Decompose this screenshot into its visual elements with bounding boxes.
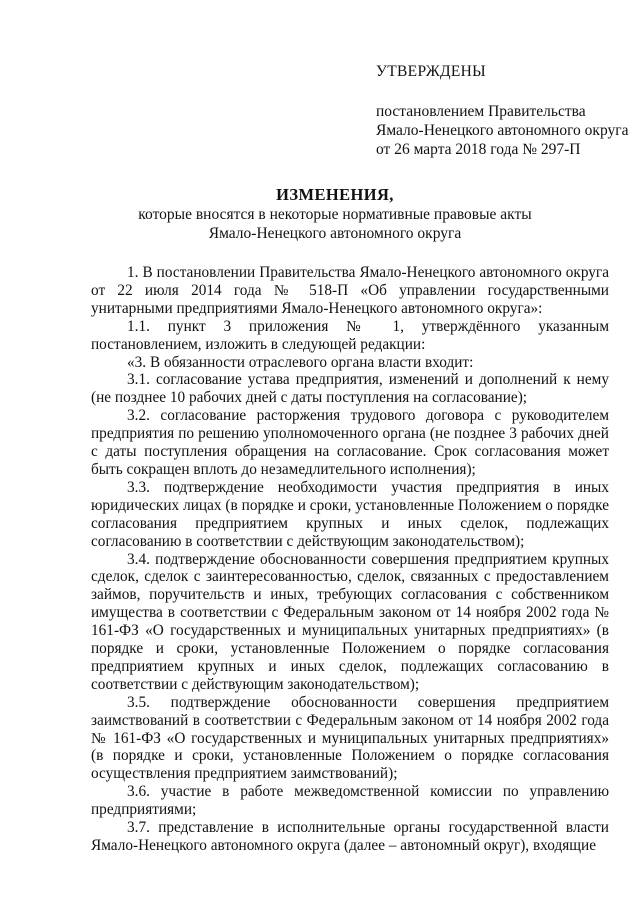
paragraph-3-5: 3.5. подтверждение обоснованности совершения предприятием заимствований в соответствии с Федеральным законом от 14 ноября 2002 года № 161-ФЗ «О государственных и муниципальных унитарных предприятиях» (в порядке и сроки, установленные Положением о порядке согласования осуществления предприятием заимствований); xyxy=(91,693,609,783)
paragraph-3-3: 3.3. подтверждение необходимости участия предприятия в иных юридических лицах (в порядке и сроки, установленные Положением о порядке согласования предприятием крупных и иных сделок, подлежащих согласованию в соответствии с действующим законодательством); xyxy=(91,478,609,550)
paragraph-3-2: 3.2. согласование расторжения трудового договора с руководителем предприятия по решению уполномоченного органа (не позднее 3 рабочих дней с даты поступления обращения на согласование. Срок согласования может быть сокращен вплоть до незамедлительного исполнения); xyxy=(91,407,609,478)
document-body xyxy=(91,264,609,855)
document-heading xyxy=(90,185,580,243)
paragraph-1: 1. В постановлении Правительства Ямало-Ненецкого автономного округа от 22 июля 2014 года № 518-П «Об управлении государственными унитарными предприятиями Ямало-Ненецкого автономного округа»: xyxy=(91,264,609,317)
paragraph-3-intro: «3. В обязанности отраслевого органа власти входит: xyxy=(127,353,474,371)
document-subtitle-line-1: которые вносятся в некоторые нормативные правовые акты xyxy=(138,206,532,223)
approval-stamp xyxy=(376,62,629,159)
paragraph-3-4: 3.4. подтверждение обоснованности совершения предприятием крупных сделок, сделок с заинтересованностью, сделок, связанных с предоставлением займов, поручительств и иных, требующих согласования с собственником имущества в соответствии с Федеральным законом от 14 ноября 2002 года № 161-ФЗ «О государственных и муниципальных унитарных предприятиях» (в порядке и сроки, установленные Положением о порядке согласования предприятием крупных и иных сделок, подлежащих согласованию в соответствии с действующим законодательством); xyxy=(91,550,609,693)
approval-line-2: Ямало-Ненецкого автономного округа xyxy=(376,122,629,139)
paragraph-3-7: 3.7. представление в исполнительные органы государственной власти Ямало-Ненецкого автономного округа (далее – автономный округ), входящие xyxy=(91,819,609,854)
approval-title: УТВЕРЖДЕНЫ xyxy=(376,63,486,80)
paragraph-1-1: 1.1. пункт 3 приложения № 1, утверждённого указанным постановлением, изложить в следующей редакции: xyxy=(91,317,609,353)
approval-line-1: постановлением Правительства xyxy=(376,103,586,120)
approval-line-3: от 26 марта 2018 года № 297-П xyxy=(376,141,581,158)
paragraph-3-1: 3.1. согласование устава предприятия, изменений и дополнений к нему (не позднее 10 рабочих дней с даты поступления на согласование); xyxy=(91,371,609,407)
document-subtitle-line-2: Ямало-Ненецкого автономного округа xyxy=(208,225,462,242)
paragraph-3-6: 3.6. участие в работе межведомственной комиссии по управлению предприятиями; xyxy=(91,783,609,819)
document-title: ИЗМЕНЕНИЯ, xyxy=(276,185,394,204)
